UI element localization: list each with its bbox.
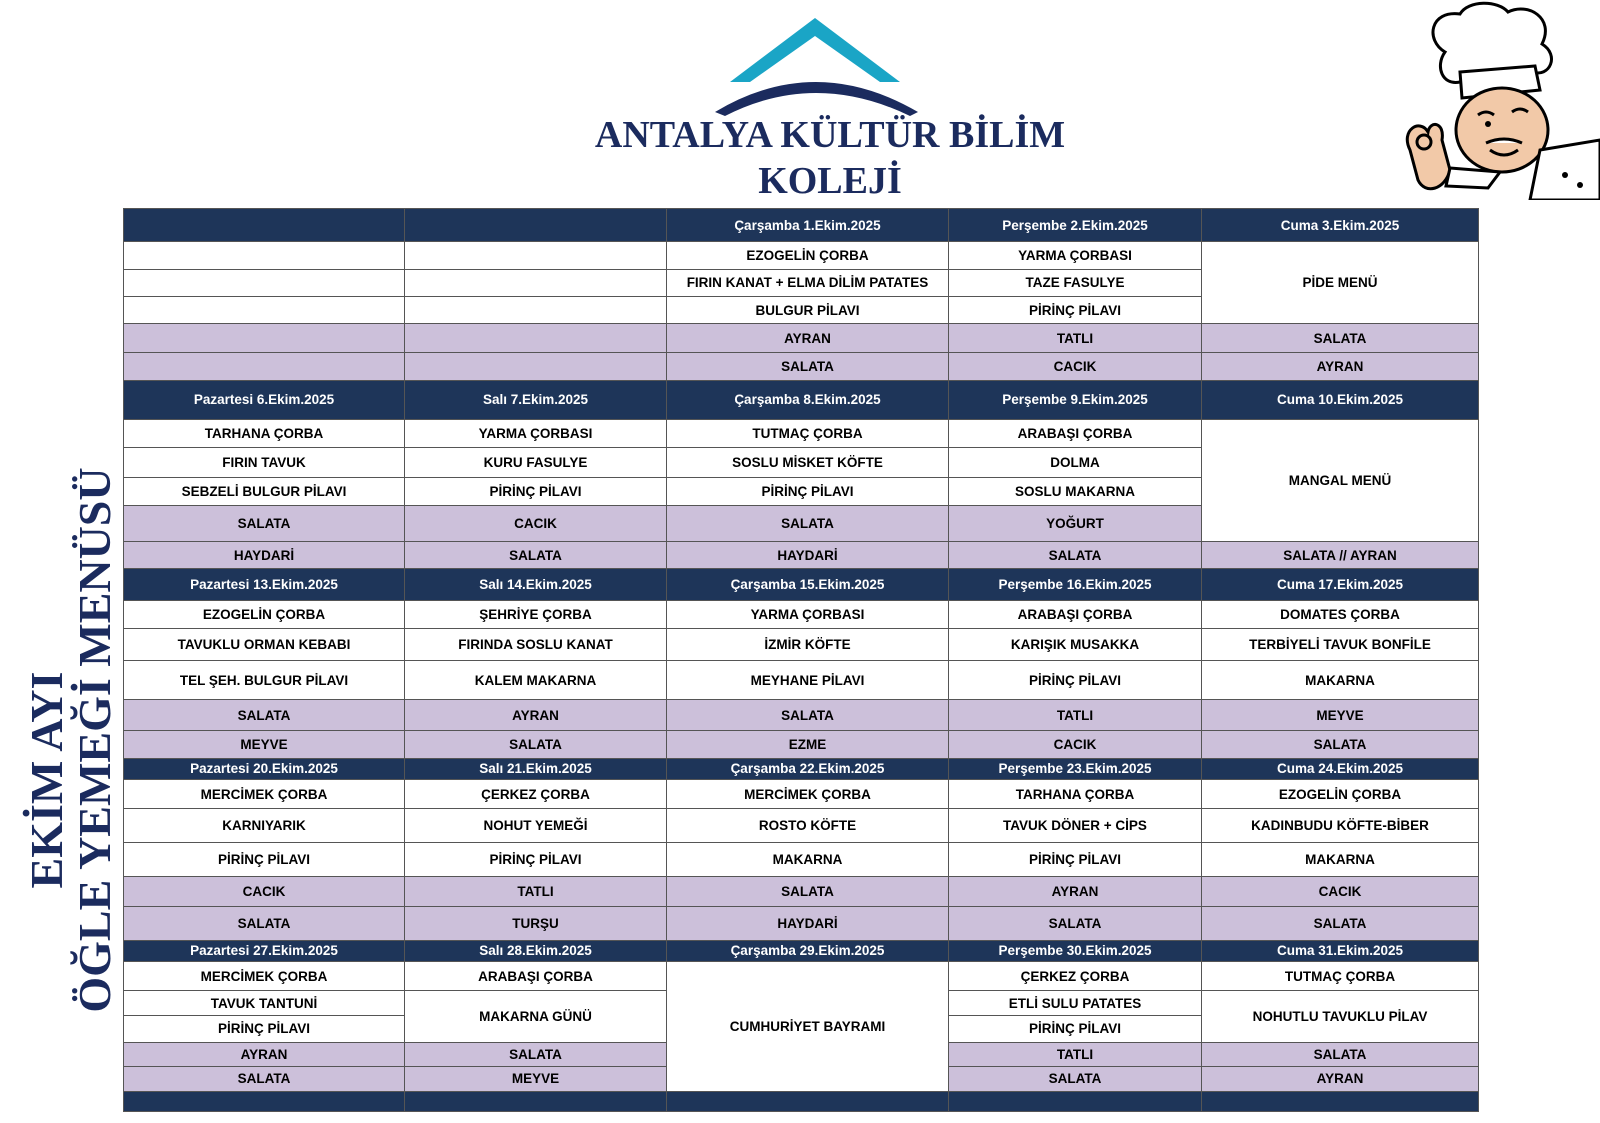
menu-cell: SEBZELİ BULGUR PİLAVI: [124, 478, 405, 505]
school-name: [560, 112, 1100, 204]
menu-cell: SALATA: [949, 542, 1202, 569]
menu-cell: KURU FASULYE: [405, 447, 667, 477]
menu-cell: MAKARNA: [1202, 661, 1479, 699]
menu-cell: ROSTO KÖFTE: [667, 809, 949, 842]
menu-cell: TEL ŞEH. BULGUR PİLAVI: [124, 661, 405, 699]
menu-cell: DOMATES ÇORBA: [1202, 600, 1479, 628]
menu-cell: PİRİNÇ PİLAVI: [405, 842, 667, 876]
menu-cell: YOĞURT: [949, 505, 1202, 541]
menu-cell: YARMA ÇORBASI: [949, 242, 1202, 269]
day-header: Cuma 17.Ekim.2025: [1202, 569, 1479, 600]
menu-cell: TAVUKLU ORMAN KEBABI: [124, 629, 405, 661]
day-header: Salı 21.Ekim.2025: [405, 758, 667, 779]
menu-cell: TARHANA ÇORBA: [124, 419, 405, 447]
menu-cell: PİRİNÇ PİLAVI: [667, 478, 949, 505]
menu-cell: TAZE FASULYE: [949, 269, 1202, 296]
holiday-cell: CUMHURİYET BAYRAMI: [667, 962, 949, 1092]
menu-cell: SOSLU MİSKET KÖFTE: [667, 447, 949, 477]
menu-cell: EZOGELİN ÇORBA: [667, 242, 949, 269]
menu-cell: ARABAŞI ÇORBA: [405, 962, 667, 991]
menu-cell: PİRİNÇ PİLAVI: [124, 1015, 405, 1042]
day-header: Çarşamba 15.Ekim.2025: [667, 569, 949, 600]
week-4-header-row: [124, 758, 1479, 779]
footer-bar: [405, 1091, 667, 1111]
menu-cell: TUTMAÇ ÇORBA: [667, 419, 949, 447]
chef-illustration: [1390, 0, 1600, 200]
menu-cell: YARMA ÇORBASI: [405, 419, 667, 447]
menu-cell: MERCİMEK ÇORBA: [667, 779, 949, 808]
day-header: Pazartesi 6.Ekim.2025: [124, 381, 405, 419]
menu-cell: [405, 297, 667, 324]
menu-cell: SALATA: [1202, 324, 1479, 352]
menu-cell: SALATA: [405, 542, 667, 569]
school-name-line2: KOLEJİ: [758, 160, 902, 202]
menu-cell: [124, 297, 405, 324]
menu-cell: TARHANA ÇORBA: [949, 779, 1202, 808]
menu-cell: SALATA // AYRAN: [1202, 542, 1479, 569]
day-header: Salı 28.Ekim.2025: [405, 940, 667, 961]
menu-cell: PİRİNÇ PİLAVI: [124, 842, 405, 876]
lunch-menu-table: [123, 208, 1479, 1112]
day-header: [124, 209, 405, 242]
menu-cell: SALATA: [1202, 1042, 1479, 1066]
menu-title-line1: EKİM AYI: [21, 671, 72, 889]
menu-cell: TATLI: [949, 1042, 1202, 1066]
menu-cell: PİDE MENÜ: [1202, 242, 1479, 324]
menu-cell: KADINBUDU KÖFTE-BİBER: [1202, 809, 1479, 842]
menu-cell: CACIK: [124, 877, 405, 907]
day-header: Çarşamba 1.Ekim.2025: [667, 209, 949, 242]
menu-cell: TAVUK TANTUNİ: [124, 991, 405, 1015]
menu-cell: PİRİNÇ PİLAVI: [949, 297, 1202, 324]
menu-cell: TATLI: [949, 324, 1202, 352]
day-header: Cuma 31.Ekim.2025: [1202, 940, 1479, 961]
menu-cell: HAYDARİ: [667, 542, 949, 569]
menu-cell: KALEM MAKARNA: [405, 661, 667, 699]
menu-cell: SALATA: [124, 505, 405, 541]
menu-cell: SALATA: [1202, 907, 1479, 940]
menu-cell: [124, 352, 405, 380]
table-footer-row: [124, 1091, 1479, 1111]
menu-cell: EZME: [667, 731, 949, 758]
menu-cell: AYRAN: [124, 1042, 405, 1066]
footer-bar: [1202, 1091, 1479, 1111]
menu-cell: SALATA: [949, 907, 1202, 940]
menu-cell: [124, 242, 405, 269]
menu-cell: TURŞU: [405, 907, 667, 940]
menu-cell: SOSLU MAKARNA: [949, 478, 1202, 505]
day-header: Pazartesi 27.Ekim.2025: [124, 940, 405, 961]
menu-cell: MERCİMEK ÇORBA: [124, 962, 405, 991]
menu-cell: AYRAN: [949, 877, 1202, 907]
menu-cell: MERCİMEK ÇORBA: [124, 779, 405, 808]
day-header: Perşembe 23.Ekim.2025: [949, 758, 1202, 779]
menu-cell: [124, 324, 405, 352]
menu-cell: ARABAŞI ÇORBA: [949, 419, 1202, 447]
menu-cell: SALATA: [405, 1042, 667, 1066]
menu-cell: SALATA: [667, 505, 949, 541]
menu-cell: SALATA: [667, 877, 949, 907]
menu-cell: NOHUT YEMEĞİ: [405, 809, 667, 842]
day-header: Çarşamba 22.Ekim.2025: [667, 758, 949, 779]
menu-cell: [405, 352, 667, 380]
menu-cell: SALATA: [124, 1067, 405, 1091]
menu-cell: ÇERKEZ ÇORBA: [949, 962, 1202, 991]
week-1-header-row: [124, 209, 1479, 242]
week-5-header-row: [124, 940, 1479, 961]
menu-cell: NOHUTLU TAVUKLU PİLAV: [1202, 991, 1479, 1043]
menu-cell: HAYDARİ: [667, 907, 949, 940]
menu-title-line2: ÖĞLE YEMEĞİ MENÜSÜ: [69, 467, 120, 1013]
menu-cell: İZMİR KÖFTE: [667, 629, 949, 661]
menu-cell: SALATA: [124, 699, 405, 730]
menu-cell: MEYVE: [405, 1067, 667, 1091]
menu-cell: SALATA: [949, 1067, 1202, 1091]
menu-cell: MAKARNA GÜNÜ: [405, 991, 667, 1043]
menu-cell: TATLI: [405, 877, 667, 907]
menu-cell: FIRINDA SOSLU KANAT: [405, 629, 667, 661]
day-header: Pazartesi 20.Ekim.2025: [124, 758, 405, 779]
menu-cell: TERBİYELİ TAVUK BONFİLE: [1202, 629, 1479, 661]
menu-cell: ARABAŞI ÇORBA: [949, 600, 1202, 628]
menu-cell: HAYDARİ: [124, 542, 405, 569]
menu-cell: TUTMAÇ ÇORBA: [1202, 962, 1479, 991]
menu-cell: KARNIYARIK: [124, 809, 405, 842]
menu-cell: ÇERKEZ ÇORBA: [405, 779, 667, 808]
day-header: Salı 14.Ekim.2025: [405, 569, 667, 600]
menu-cell: MANGAL MENÜ: [1202, 419, 1479, 541]
footer-bar: [667, 1091, 949, 1111]
menu-cell: MEYVE: [1202, 699, 1479, 730]
menu-cell: SALATA: [124, 907, 405, 940]
menu-cell: ŞEHRİYE ÇORBA: [405, 600, 667, 628]
menu-cell: CACIK: [1202, 877, 1479, 907]
menu-cell: AYRAN: [1202, 1067, 1479, 1091]
menu-cell: AYRAN: [405, 699, 667, 730]
menu-cell: BULGUR PİLAVI: [667, 297, 949, 324]
menu-cell: [405, 324, 667, 352]
menu-cell: AYRAN: [1202, 352, 1479, 380]
day-header: Perşembe 16.Ekim.2025: [949, 569, 1202, 600]
day-header: [405, 209, 667, 242]
footer-bar: [124, 1091, 405, 1111]
menu-cell: CACIK: [949, 731, 1202, 758]
day-header: Çarşamba 29.Ekim.2025: [667, 940, 949, 961]
menu-cell: [405, 242, 667, 269]
menu-cell: AYRAN: [667, 324, 949, 352]
menu-cell: [405, 269, 667, 296]
menu-cell: SALATA: [405, 731, 667, 758]
week-3-header-row: [124, 569, 1479, 600]
menu-cell: DOLMA: [949, 447, 1202, 477]
menu-cell: CACIK: [405, 505, 667, 541]
menu-cell: FIRIN KANAT + ELMA DİLİM PATATES: [667, 269, 949, 296]
day-header: Cuma 3.Ekim.2025: [1202, 209, 1479, 242]
menu-cell: PİRİNÇ PİLAVI: [949, 661, 1202, 699]
day-header: Pazartesi 13.Ekim.2025: [124, 569, 405, 600]
menu-cell: PİRİNÇ PİLAVI: [405, 478, 667, 505]
day-header: Cuma 24.Ekim.2025: [1202, 758, 1479, 779]
menu-cell: FIRIN TAVUK: [124, 447, 405, 477]
footer-bar: [949, 1091, 1202, 1111]
day-header: Cuma 10.Ekim.2025: [1202, 381, 1479, 419]
day-header: Perşembe 2.Ekim.2025: [949, 209, 1202, 242]
menu-cell: TAVUK DÖNER + CİPS: [949, 809, 1202, 842]
menu-cell: PİRİNÇ PİLAVI: [949, 1015, 1202, 1042]
day-header: Perşembe 9.Ekim.2025: [949, 381, 1202, 419]
day-header: Çarşamba 8.Ekim.2025: [667, 381, 949, 419]
menu-cell: SALATA: [667, 699, 949, 730]
menu-cell: YARMA ÇORBASI: [667, 600, 949, 628]
menu-cell: CACIK: [949, 352, 1202, 380]
menu-cell: ETLİ SULU PATATES: [949, 991, 1202, 1015]
school-logo: [700, 12, 940, 118]
menu-cell: SALATA: [1202, 731, 1479, 758]
week-2-header-row: [124, 381, 1479, 419]
menu-cell: TATLI: [949, 699, 1202, 730]
menu-cell: EZOGELİN ÇORBA: [1202, 779, 1479, 808]
menu-cell: KARIŞIK MUSAKKA: [949, 629, 1202, 661]
menu-cell: MEYVE: [124, 731, 405, 758]
menu-cell: MAKARNA: [1202, 842, 1479, 876]
day-header: Perşembe 30.Ekim.2025: [949, 940, 1202, 961]
day-header: Salı 7.Ekim.2025: [405, 381, 667, 419]
school-name-line1: ANTALYA KÜLTÜR BİLİM: [594, 114, 1066, 156]
menu-cell: MEYHANE PİLAVI: [667, 661, 949, 699]
menu-cell: PİRİNÇ PİLAVI: [949, 842, 1202, 876]
menu-cell: [124, 269, 405, 296]
menu-cell: MAKARNA: [667, 842, 949, 876]
menu-cell: SALATA: [667, 352, 949, 380]
menu-cell: EZOGELİN ÇORBA: [124, 600, 405, 628]
menu-title-vertical: [10, 240, 120, 1040]
